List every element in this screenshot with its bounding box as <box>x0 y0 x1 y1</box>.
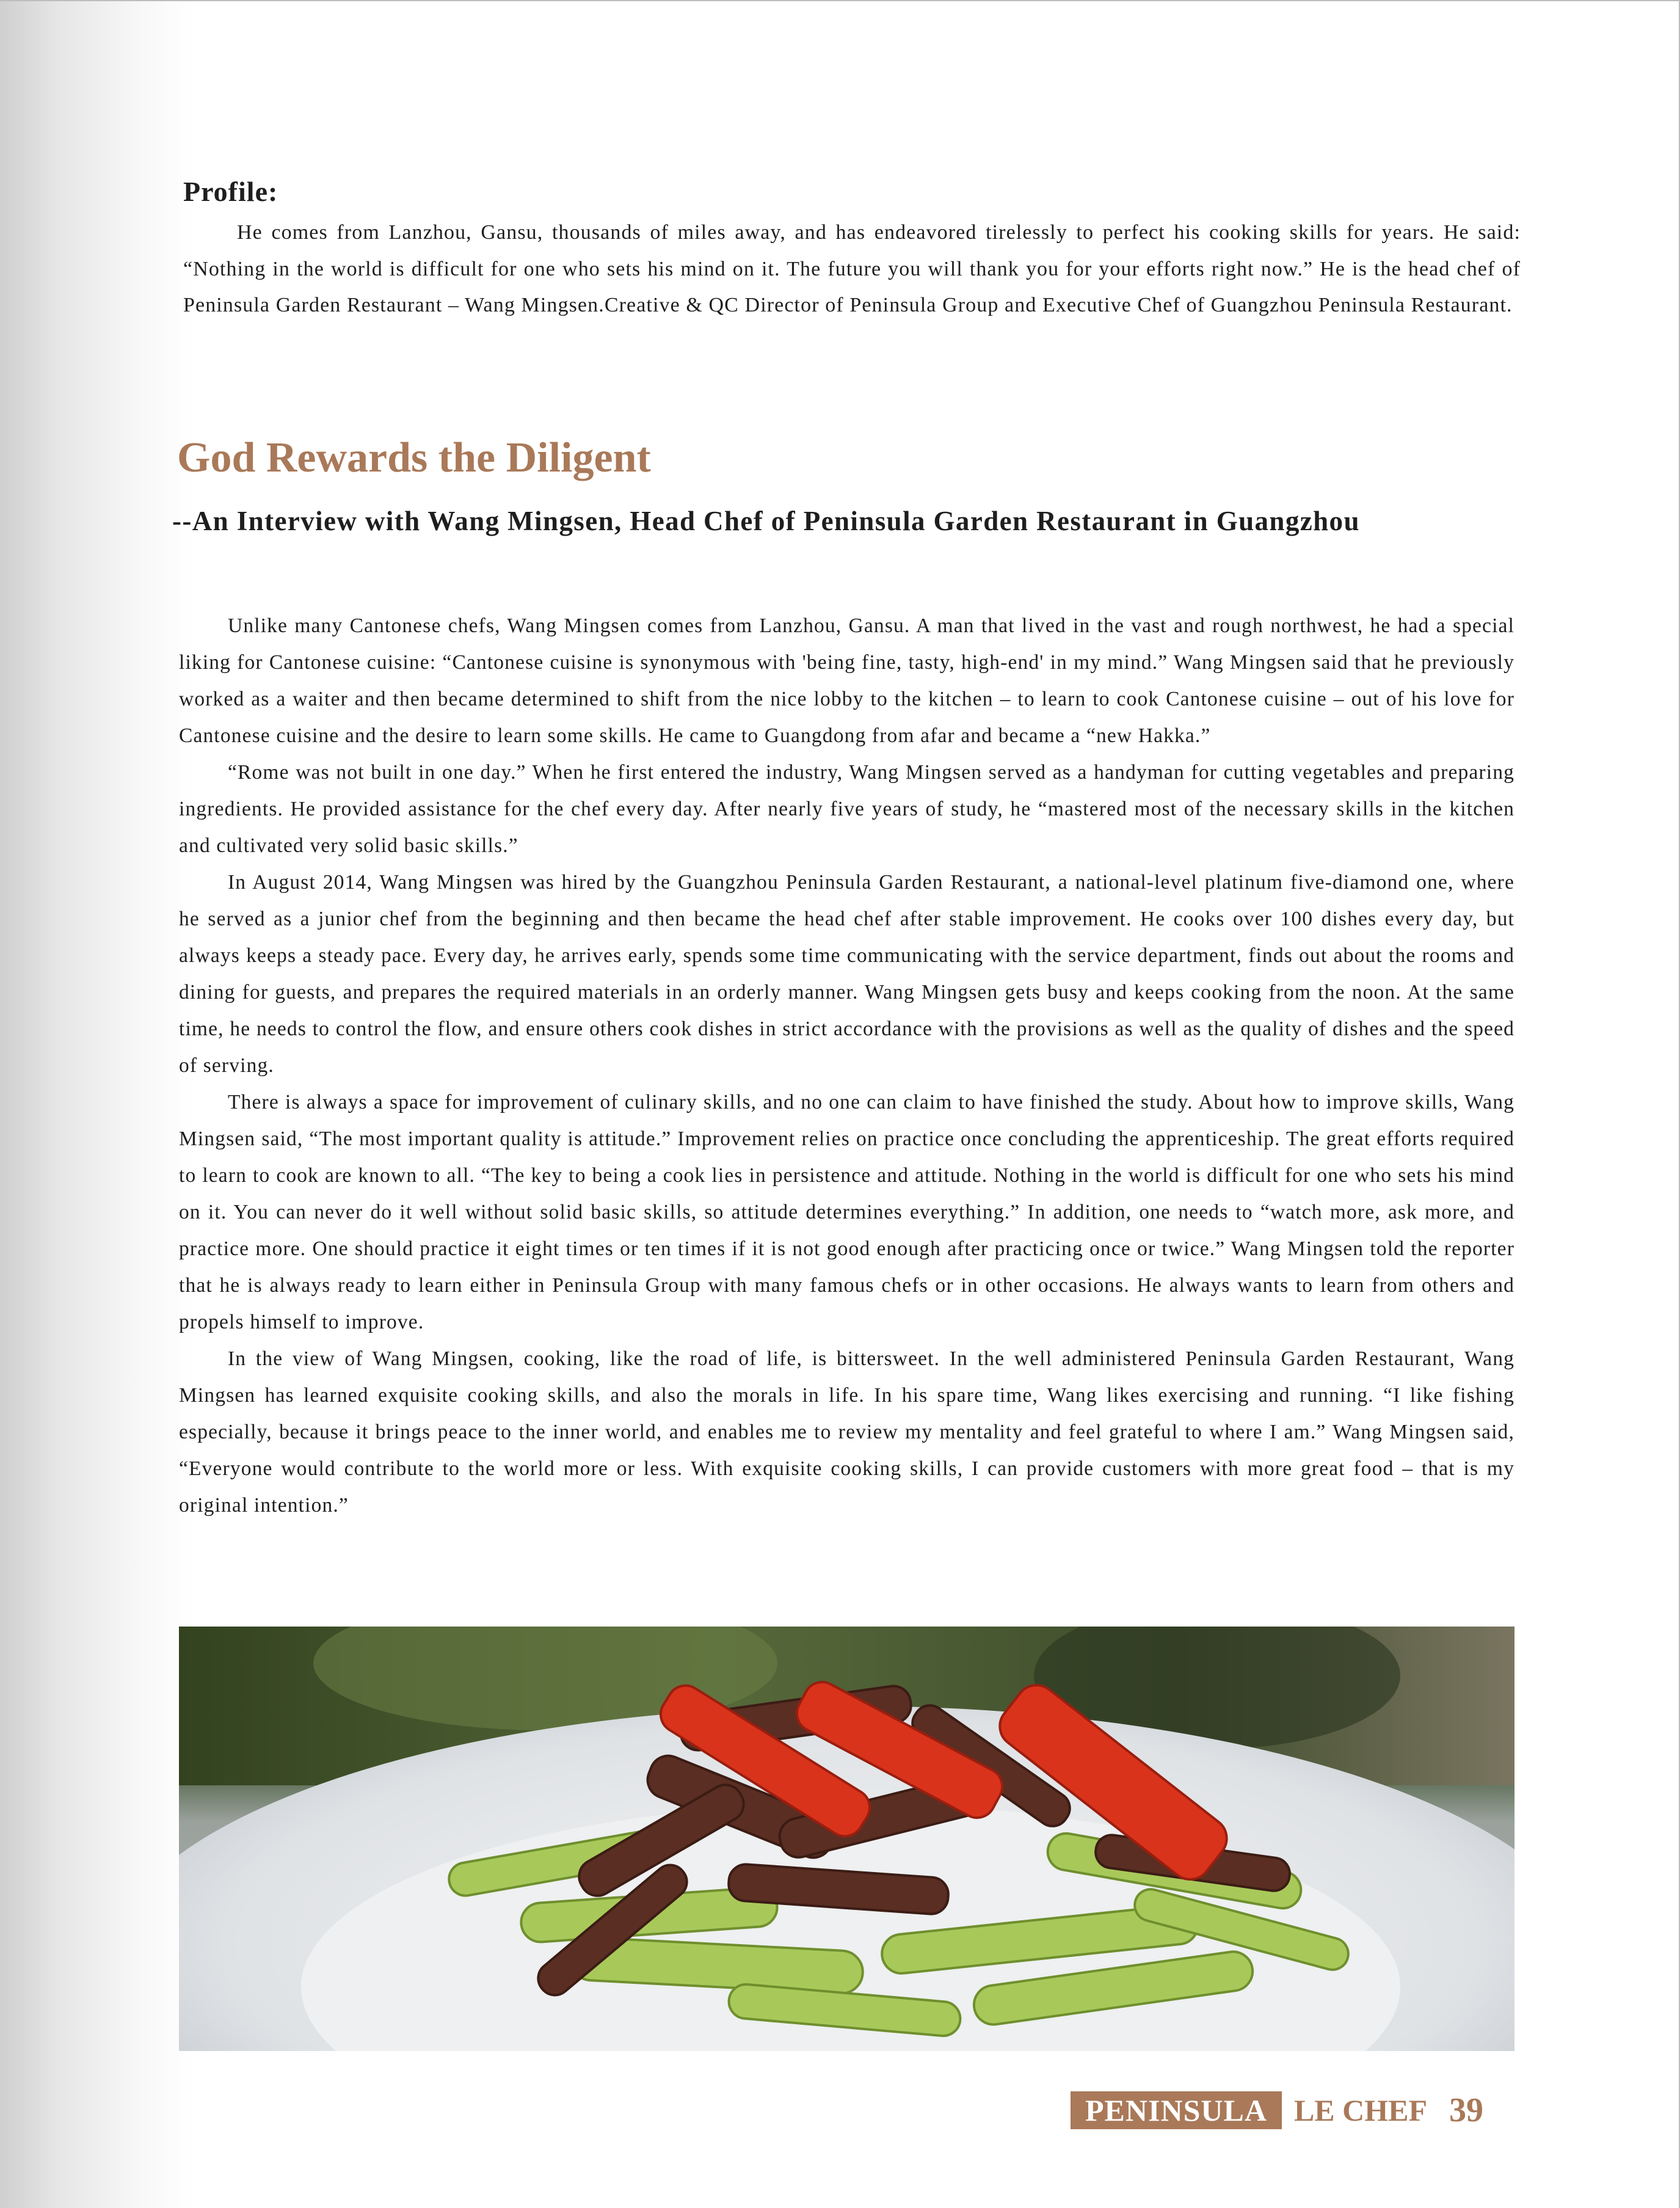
article-paragraph: “Rome was not built in one day.” When he first entered the industry, Wang Mingsen served as a handyman for cutting vegetables and preparing ingredients. He provided assistance for the chef every day. After nearly five years of study, he “mastered most of the necessary skills in the kitchen and cultivated very solid basic skills.” <box>179 761 1515 857</box>
page-number: 39 <box>1449 2091 1484 2129</box>
article-paragraph: In the view of Wang Mingsen, cooking, like the road of life, is bittersweet. In the well administered Peninsula Garden Restaurant, Wang Mingsen has learned exquisite cooking skills, and also the morals in life. In his spare time, Wang likes exercising and running. “I like fishing especially, because it brings peace to the inner world, and enables me to review my mentality and feel grateful to where I am.” Wang Mingsen said, “Everyone would contribute to the world more or less. With exquisite cooking skills, I can provide customers with more great food – that is my original intention.” <box>179 1347 1515 1517</box>
dish-photo <box>179 1627 1515 2051</box>
article-title: God Rewards the Diligent <box>177 434 651 481</box>
article-subtitle: --An Interview with Wang Mingsen, Head Chef of Peninsula Garden Restaurant in Guangzhou <box>172 506 1360 536</box>
profile-text: He comes from Lanzhou, Gansu, thousands of miles away, and has endeavored tirelessly to perfect his cooking skills for years. He said: “Nothing in the world is difficult for one who sets his mind on it. The future you will thank you for your efforts right now.” He is the head chef of Peninsula Garden Restaurant – Wang Mingsen.Creative & QC Director of Peninsula Group and Executive Chef of Guangzhou Peninsula Restaurant. <box>183 221 1521 316</box>
article-paragraph: In August 2014, Wang Mingsen was hired by the Guangzhou Peninsula Garden Restaurant, a national-level platinum five-diamond one, where he served as a junior chef from the beginning and then became the head chef after stable improvement. He cooks over 100 dishes every day, but always keeps a steady pace. Every day, he arrives early, spends some time communicating with the service department, finds out about the rooms and dining for guests, and prepares the required materials in an orderly manner. Wang Mingsen gets busy and keeps cooking from the noon. At the same time, he needs to control the flow, and ensure others cook dishes in strict accordance with the provisions as well as the quality of dishes and the speed of serving. <box>179 871 1515 1077</box>
footer-brand-label: PENINSULA <box>1071 2091 1282 2129</box>
dish-photo-illustration <box>179 1627 1515 2051</box>
page-footer <box>1071 2091 1483 2129</box>
article-paragraph: There is always a space for improvement of culinary skills, and no one can claim to have finished the study. About how to improve skills, Wang Mingsen said, “The most important quality is attitude.” Improvement relies on practice once concluding the apprenticeship. The great efforts required to learn to cook are known to all. “The key to being a cook lies in persistence and attitude. Nothing in the world is difficult for one who sets his mind on it. You can never do it well without solid basic skills, so attitude determines everything.” In addition, one needs to “watch more, ask more, and practice more. One should practice it eight times or ten times if it is not good enough after practicing once or twice.” Wang Mingsen told the reporter that he is always ready to learn either in Peninsula Group with many famous chefs or in other occasions. He always wants to learn from others and propels himself to improve. <box>179 1091 1515 1333</box>
footer-publication-name: LE CHEF <box>1293 2093 1428 2127</box>
article-body <box>179 608 1515 1524</box>
article-paragraph: Unlike many Cantonese chefs, Wang Mingsen comes from Lanzhou, Gansu. A man that lived in the vast and rough northwest, he had a special liking for Cantonese cuisine: “Cantonese cuisine is synonymous with 'being fine, tasty, high-end' in my mind.” Wang Mingsen said that he previously worked as a waiter and then became determined to shift from the nice lobby to the kitchen – to learn to cook Cantonese cuisine – out of his love for Cantonese cuisine and the desire to learn some skills. He came to Guangdong from afar and became a “new Hakka.” <box>179 614 1515 747</box>
profile-section <box>183 173 1521 324</box>
page-binding-shadow <box>0 0 195 2208</box>
profile-heading: Profile: <box>183 176 278 207</box>
